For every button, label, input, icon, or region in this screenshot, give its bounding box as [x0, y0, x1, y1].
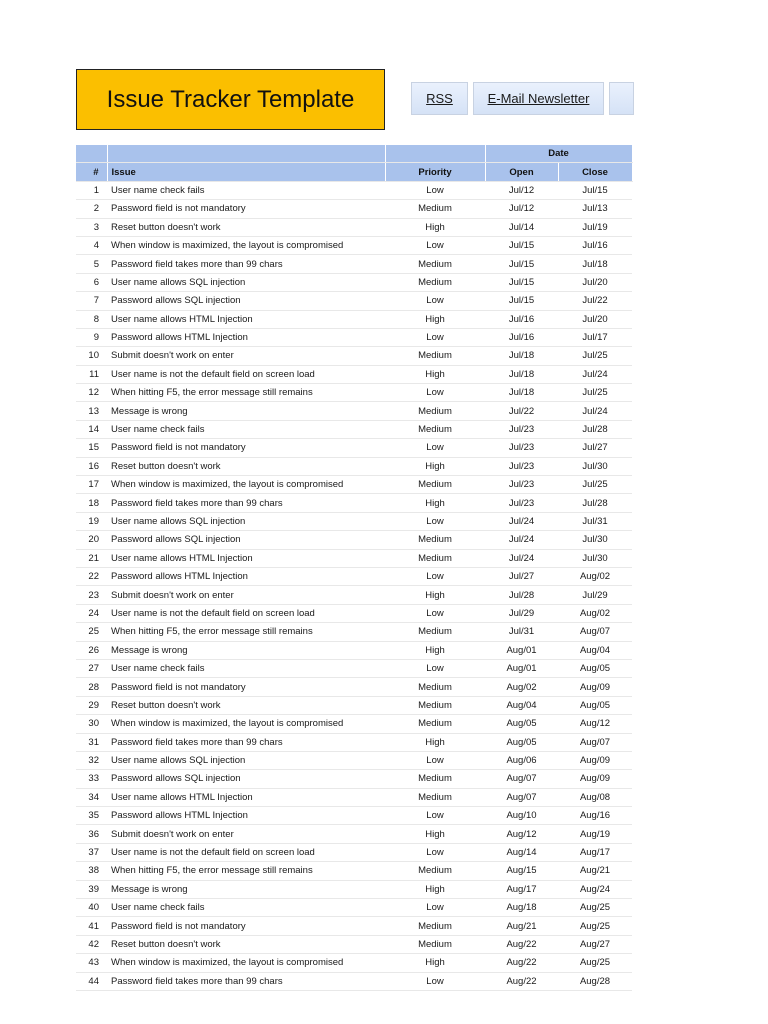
close-date-cell[interactable]: Jul/19 — [558, 218, 632, 236]
table-row[interactable] — [76, 825, 632, 843]
table-row[interactable] — [76, 880, 632, 898]
priority-cell[interactable]: Low — [385, 328, 485, 346]
issue-number-cell[interactable]: 21 — [76, 549, 107, 567]
table-row[interactable] — [76, 347, 632, 365]
column-header-open[interactable]: Open — [485, 163, 558, 181]
issue-number-cell[interactable]: 37 — [76, 843, 107, 861]
table-row[interactable] — [76, 623, 632, 641]
open-date-cell[interactable]: Jul/12 — [485, 200, 558, 218]
issue-number-cell[interactable]: 38 — [76, 862, 107, 880]
table-row[interactable] — [76, 365, 632, 383]
table-row[interactable] — [76, 586, 632, 604]
issue-number-cell[interactable]: 30 — [76, 715, 107, 733]
close-date-cell[interactable]: Jul/17 — [558, 328, 632, 346]
table-row[interactable] — [76, 862, 632, 880]
open-date-cell[interactable]: Aug/21 — [485, 917, 558, 935]
issue-number-cell[interactable]: 13 — [76, 402, 107, 420]
open-date-cell[interactable]: Jul/24 — [485, 512, 558, 530]
table-row[interactable] — [76, 843, 632, 861]
issue-number-cell[interactable]: 20 — [76, 531, 107, 549]
close-date-cell[interactable]: Aug/08 — [558, 788, 632, 806]
issue-number-cell[interactable]: 5 — [76, 255, 107, 273]
open-date-cell[interactable]: Jul/27 — [485, 567, 558, 585]
close-date-cell[interactable]: Aug/17 — [558, 843, 632, 861]
open-date-cell[interactable]: Aug/10 — [485, 807, 558, 825]
issue-number-cell[interactable]: 16 — [76, 457, 107, 475]
priority-cell[interactable]: Medium — [385, 402, 485, 420]
issue-description-cell[interactable]: User name check fails — [107, 899, 385, 917]
issue-number-cell[interactable]: 2 — [76, 200, 107, 218]
issue-number-cell[interactable]: 15 — [76, 439, 107, 457]
open-date-cell[interactable]: Jul/23 — [485, 420, 558, 438]
issue-number-cell[interactable]: 11 — [76, 365, 107, 383]
close-date-cell[interactable]: Jul/30 — [558, 457, 632, 475]
issue-description-cell[interactable]: Password allows SQL injection — [107, 770, 385, 788]
issue-number-cell[interactable]: 41 — [76, 917, 107, 935]
close-date-cell[interactable]: Aug/21 — [558, 862, 632, 880]
issue-number-cell[interactable]: 40 — [76, 899, 107, 917]
close-date-cell[interactable]: Aug/09 — [558, 770, 632, 788]
group-header-empty — [107, 145, 385, 163]
priority-cell[interactable]: Medium — [385, 862, 485, 880]
open-date-cell[interactable]: Jul/15 — [485, 236, 558, 254]
issue-number-cell[interactable]: 19 — [76, 512, 107, 530]
issue-number-cell[interactable]: 3 — [76, 218, 107, 236]
close-date-cell[interactable]: Aug/19 — [558, 825, 632, 843]
close-date-cell[interactable]: Jul/30 — [558, 549, 632, 567]
table-header-row — [76, 163, 632, 181]
issue-description-cell[interactable]: Submit doesn't work on enter — [107, 347, 385, 365]
open-date-cell[interactable]: Aug/15 — [485, 862, 558, 880]
close-date-cell[interactable]: Aug/16 — [558, 807, 632, 825]
close-date-cell[interactable]: Jul/20 — [558, 273, 632, 291]
close-date-cell[interactable]: Aug/28 — [558, 972, 632, 990]
table-row[interactable] — [76, 328, 632, 346]
open-date-cell[interactable]: Jul/15 — [485, 255, 558, 273]
issue-number-cell[interactable]: 17 — [76, 476, 107, 494]
open-date-cell[interactable]: Aug/22 — [485, 935, 558, 953]
close-date-cell[interactable]: Aug/24 — [558, 880, 632, 898]
table-row[interactable] — [76, 567, 632, 585]
issue-number-cell[interactable]: 32 — [76, 751, 107, 769]
issue-description-cell[interactable]: User name is not the default field on screen load — [107, 365, 385, 383]
table-row[interactable] — [76, 715, 632, 733]
open-date-cell[interactable]: Jul/16 — [485, 310, 558, 328]
table-row[interactable] — [76, 384, 632, 402]
issue-description-cell[interactable]: User name allows SQL injection — [107, 751, 385, 769]
priority-cell[interactable]: Medium — [385, 696, 485, 714]
issue-description-cell[interactable]: Password allows SQL injection — [107, 292, 385, 310]
close-date-cell[interactable]: Jul/22 — [558, 292, 632, 310]
issue-description-cell[interactable]: User name allows SQL injection — [107, 273, 385, 291]
issue-description-cell[interactable]: Reset button doesn't work — [107, 218, 385, 236]
close-date-cell[interactable]: Jul/24 — [558, 402, 632, 420]
priority-cell[interactable]: Low — [385, 751, 485, 769]
email-newsletter-link-button[interactable]: E-Mail Newsletter — [473, 82, 604, 115]
issue-description-cell[interactable]: Password field is not mandatory — [107, 917, 385, 935]
close-date-cell[interactable]: Aug/09 — [558, 751, 632, 769]
open-date-cell[interactable]: Jul/29 — [485, 604, 558, 622]
priority-cell[interactable]: High — [385, 494, 485, 512]
table-row[interactable] — [76, 494, 632, 512]
issue-number-cell[interactable]: 10 — [76, 347, 107, 365]
priority-cell[interactable]: High — [385, 586, 485, 604]
table-row[interactable] — [76, 200, 632, 218]
open-date-cell[interactable]: Jul/22 — [485, 402, 558, 420]
priority-cell[interactable]: High — [385, 825, 485, 843]
issue-description-cell[interactable]: Password field takes more than 99 chars — [107, 972, 385, 990]
issue-description-cell[interactable]: Password allows SQL injection — [107, 531, 385, 549]
close-date-cell[interactable]: Aug/05 — [558, 659, 632, 677]
issue-number-cell[interactable]: 24 — [76, 604, 107, 622]
open-date-cell[interactable]: Aug/22 — [485, 972, 558, 990]
table-row[interactable] — [76, 549, 632, 567]
issue-description-cell[interactable]: Password field takes more than 99 chars — [107, 255, 385, 273]
open-date-cell[interactable]: Jul/23 — [485, 494, 558, 512]
issue-number-cell[interactable]: 36 — [76, 825, 107, 843]
issue-number-cell[interactable]: 34 — [76, 788, 107, 806]
close-date-cell[interactable]: Jul/25 — [558, 476, 632, 494]
close-date-cell[interactable]: Jul/15 — [558, 181, 632, 199]
priority-cell[interactable]: Medium — [385, 678, 485, 696]
open-date-cell[interactable]: Aug/12 — [485, 825, 558, 843]
table-row[interactable] — [76, 733, 632, 751]
issue-description-cell[interactable]: Password field is not mandatory — [107, 439, 385, 457]
open-date-cell[interactable]: Jul/12 — [485, 181, 558, 199]
priority-cell[interactable]: Medium — [385, 420, 485, 438]
group-header-empty — [385, 145, 485, 163]
issue-description-cell[interactable]: Password field takes more than 99 chars — [107, 733, 385, 751]
priority-cell[interactable]: Low — [385, 807, 485, 825]
open-date-cell[interactable]: Aug/06 — [485, 751, 558, 769]
table-row[interactable] — [76, 604, 632, 622]
issue-number-cell[interactable]: 1 — [76, 181, 107, 199]
issue-number-cell[interactable]: 44 — [76, 972, 107, 990]
table-row[interactable] — [76, 751, 632, 769]
issue-number-cell[interactable]: 7 — [76, 292, 107, 310]
priority-cell[interactable]: Low — [385, 384, 485, 402]
open-date-cell[interactable]: Aug/18 — [485, 899, 558, 917]
table-row[interactable] — [76, 899, 632, 917]
open-date-cell[interactable]: Jul/28 — [485, 586, 558, 604]
priority-cell[interactable]: Low — [385, 843, 485, 861]
page-title: Issue Tracker Template — [76, 69, 385, 130]
table-row[interactable] — [76, 512, 632, 530]
issue-description-cell[interactable]: User name is not the default field on screen load — [107, 843, 385, 861]
table-group-header-row — [76, 145, 632, 163]
column-header-priority[interactable]: Priority — [385, 163, 485, 181]
open-date-cell[interactable]: Jul/24 — [485, 549, 558, 567]
open-date-cell[interactable]: Jul/15 — [485, 273, 558, 291]
priority-cell[interactable]: Low — [385, 899, 485, 917]
priority-cell[interactable]: High — [385, 880, 485, 898]
open-date-cell[interactable]: Aug/05 — [485, 733, 558, 751]
close-date-cell[interactable]: Jul/28 — [558, 420, 632, 438]
close-date-cell[interactable]: Jul/27 — [558, 439, 632, 457]
issue-description-cell[interactable]: Password allows HTML Injection — [107, 328, 385, 346]
issue-description-cell[interactable]: When window is maximized, the layout is compromised — [107, 954, 385, 972]
open-date-cell[interactable]: Jul/31 — [485, 623, 558, 641]
table-row[interactable] — [76, 420, 632, 438]
priority-cell[interactable]: Low — [385, 972, 485, 990]
issue-description-cell[interactable]: Message is wrong — [107, 402, 385, 420]
issue-description-cell[interactable]: User name is not the default field on screen load — [107, 604, 385, 622]
issue-table-body — [76, 181, 632, 990]
priority-cell[interactable]: Low — [385, 604, 485, 622]
issue-number-cell[interactable]: 27 — [76, 659, 107, 677]
issue-number-cell[interactable]: 8 — [76, 310, 107, 328]
rss-link-button[interactable]: RSS — [411, 82, 468, 115]
issue-number-cell[interactable]: 33 — [76, 770, 107, 788]
date-group-header: Date — [485, 145, 632, 163]
priority-cell[interactable]: High — [385, 457, 485, 475]
close-date-cell[interactable]: Jul/30 — [558, 531, 632, 549]
issue-description-cell[interactable]: When hitting F5, the error message still remains — [107, 384, 385, 402]
open-date-cell[interactable]: Aug/17 — [485, 880, 558, 898]
close-date-cell[interactable]: Aug/25 — [558, 899, 632, 917]
table-row[interactable] — [76, 273, 632, 291]
issue-description-cell[interactable]: User name allows SQL injection — [107, 512, 385, 530]
priority-cell[interactable]: Medium — [385, 549, 485, 567]
table-row[interactable] — [76, 954, 632, 972]
column-header-issue[interactable]: Issue — [107, 163, 385, 181]
table-row[interactable] — [76, 181, 632, 199]
issue-description-cell[interactable]: Message is wrong — [107, 880, 385, 898]
priority-cell[interactable]: Medium — [385, 917, 485, 935]
open-date-cell[interactable]: Aug/22 — [485, 954, 558, 972]
issue-number-cell[interactable]: 25 — [76, 623, 107, 641]
close-date-cell[interactable]: Aug/27 — [558, 935, 632, 953]
issue-description-cell[interactable]: Password field is not mandatory — [107, 678, 385, 696]
open-date-cell[interactable]: Aug/14 — [485, 843, 558, 861]
issue-description-cell[interactable]: Reset button doesn't work — [107, 457, 385, 475]
issue-number-cell[interactable]: 23 — [76, 586, 107, 604]
open-date-cell[interactable]: Aug/02 — [485, 678, 558, 696]
close-date-cell[interactable]: Jul/13 — [558, 200, 632, 218]
close-date-cell[interactable]: Aug/05 — [558, 696, 632, 714]
priority-cell[interactable]: Low — [385, 567, 485, 585]
close-date-cell[interactable]: Jul/16 — [558, 236, 632, 254]
issue-number-cell[interactable]: 29 — [76, 696, 107, 714]
issue-number-cell[interactable]: 4 — [76, 236, 107, 254]
open-date-cell[interactable]: Jul/16 — [485, 328, 558, 346]
issue-description-cell[interactable]: User name allows HTML Injection — [107, 788, 385, 806]
priority-cell[interactable]: High — [385, 954, 485, 972]
open-date-cell[interactable]: Aug/04 — [485, 696, 558, 714]
close-date-cell[interactable]: Aug/25 — [558, 917, 632, 935]
issue-number-cell[interactable]: 9 — [76, 328, 107, 346]
issue-number-cell[interactable]: 43 — [76, 954, 107, 972]
open-date-cell[interactable]: Jul/23 — [485, 476, 558, 494]
priority-cell[interactable]: Medium — [385, 788, 485, 806]
open-date-cell[interactable]: Jul/18 — [485, 365, 558, 383]
issue-description-cell[interactable]: User name allows HTML Injection — [107, 310, 385, 328]
table-row[interactable] — [76, 659, 632, 677]
priority-cell[interactable]: Medium — [385, 347, 485, 365]
open-date-cell[interactable]: Aug/07 — [485, 788, 558, 806]
priority-cell[interactable]: Medium — [385, 935, 485, 953]
close-date-cell[interactable]: Jul/20 — [558, 310, 632, 328]
issue-description-cell[interactable]: User name check fails — [107, 659, 385, 677]
issue-description-cell[interactable]: When hitting F5, the error message still remains — [107, 623, 385, 641]
close-date-cell[interactable]: Aug/07 — [558, 623, 632, 641]
table-row[interactable] — [76, 218, 632, 236]
table-row[interactable] — [76, 476, 632, 494]
priority-cell[interactable]: Low — [385, 659, 485, 677]
close-date-cell[interactable]: Jul/18 — [558, 255, 632, 273]
close-date-cell[interactable]: Aug/07 — [558, 733, 632, 751]
priority-cell[interactable]: High — [385, 365, 485, 383]
issue-description-cell[interactable]: When window is maximized, the layout is compromised — [107, 715, 385, 733]
issue-description-cell[interactable]: User name check fails — [107, 181, 385, 199]
issue-table — [76, 145, 633, 991]
close-date-cell[interactable]: Aug/09 — [558, 678, 632, 696]
close-date-cell[interactable]: Jul/31 — [558, 512, 632, 530]
open-date-cell[interactable]: Jul/14 — [485, 218, 558, 236]
priority-cell[interactable]: Low — [385, 236, 485, 254]
priority-cell[interactable]: Medium — [385, 623, 485, 641]
priority-cell[interactable]: Low — [385, 292, 485, 310]
priority-cell[interactable]: Medium — [385, 476, 485, 494]
open-date-cell[interactable]: Aug/01 — [485, 659, 558, 677]
table-row[interactable] — [76, 255, 632, 273]
table-row[interactable] — [76, 439, 632, 457]
issue-number-cell[interactable]: 14 — [76, 420, 107, 438]
table-row[interactable] — [76, 292, 632, 310]
issue-description-cell[interactable]: Password allows HTML Injection — [107, 807, 385, 825]
issue-description-cell[interactable]: Password field takes more than 99 chars — [107, 494, 385, 512]
issue-description-cell[interactable]: Reset button doesn't work — [107, 935, 385, 953]
issue-description-cell[interactable]: User name allows HTML Injection — [107, 549, 385, 567]
priority-cell[interactable]: Medium — [385, 200, 485, 218]
table-row[interactable] — [76, 770, 632, 788]
open-date-cell[interactable]: Aug/05 — [485, 715, 558, 733]
priority-cell[interactable]: Medium — [385, 531, 485, 549]
priority-cell[interactable]: Low — [385, 439, 485, 457]
issue-description-cell[interactable]: Message is wrong — [107, 641, 385, 659]
priority-cell[interactable]: Medium — [385, 715, 485, 733]
open-date-cell[interactable]: Jul/18 — [485, 347, 558, 365]
table-row[interactable] — [76, 402, 632, 420]
issue-number-cell[interactable]: 12 — [76, 384, 107, 402]
close-date-cell[interactable]: Jul/25 — [558, 347, 632, 365]
open-date-cell[interactable]: Aug/01 — [485, 641, 558, 659]
table-row[interactable] — [76, 788, 632, 806]
column-header-close[interactable]: Close — [558, 163, 632, 181]
table-row[interactable] — [76, 457, 632, 475]
close-date-cell[interactable]: Aug/12 — [558, 715, 632, 733]
priority-cell[interactable]: Low — [385, 181, 485, 199]
open-date-cell[interactable]: Jul/18 — [485, 384, 558, 402]
issue-number-cell[interactable]: 39 — [76, 880, 107, 898]
table-row[interactable] — [76, 917, 632, 935]
issue-number-cell[interactable]: 6 — [76, 273, 107, 291]
table-row[interactable] — [76, 972, 632, 990]
close-date-cell[interactable]: Aug/25 — [558, 954, 632, 972]
close-date-cell[interactable]: Aug/04 — [558, 641, 632, 659]
close-date-cell[interactable]: Jul/28 — [558, 494, 632, 512]
open-date-cell[interactable]: Jul/23 — [485, 457, 558, 475]
open-date-cell[interactable]: Jul/24 — [485, 531, 558, 549]
column-header-number[interactable]: # — [76, 163, 107, 181]
priority-cell[interactable]: Medium — [385, 255, 485, 273]
issue-number-cell[interactable]: 22 — [76, 567, 107, 585]
priority-cell[interactable]: High — [385, 218, 485, 236]
open-date-cell[interactable]: Aug/07 — [485, 770, 558, 788]
priority-cell[interactable]: High — [385, 733, 485, 751]
issue-number-cell[interactable]: 26 — [76, 641, 107, 659]
table-row[interactable] — [76, 641, 632, 659]
issue-number-cell[interactable]: 42 — [76, 935, 107, 953]
priority-cell[interactable]: Medium — [385, 770, 485, 788]
table-row[interactable] — [76, 807, 632, 825]
issue-description-cell[interactable]: Submit doesn't work on enter — [107, 825, 385, 843]
open-date-cell[interactable]: Jul/23 — [485, 439, 558, 457]
priority-cell[interactable]: High — [385, 310, 485, 328]
open-date-cell[interactable]: Jul/15 — [485, 292, 558, 310]
priority-cell[interactable]: Medium — [385, 273, 485, 291]
issue-description-cell[interactable]: When hitting F5, the error message still remains — [107, 862, 385, 880]
issue-description-cell[interactable]: When window is maximized, the layout is compromised — [107, 236, 385, 254]
table-row[interactable] — [76, 236, 632, 254]
priority-cell[interactable]: High — [385, 641, 485, 659]
group-header-empty — [76, 145, 107, 163]
issue-description-cell[interactable]: Reset button doesn't work — [107, 696, 385, 714]
table-row[interactable] — [76, 678, 632, 696]
issue-number-cell[interactable]: 28 — [76, 678, 107, 696]
close-date-cell[interactable]: Aug/02 — [558, 567, 632, 585]
issue-number-cell[interactable]: 18 — [76, 494, 107, 512]
issue-description-cell[interactable]: When window is maximized, the layout is compromised — [107, 476, 385, 494]
issue-description-cell[interactable]: Password field is not mandatory — [107, 200, 385, 218]
table-row[interactable] — [76, 696, 632, 714]
close-date-cell[interactable]: Jul/25 — [558, 384, 632, 402]
table-row[interactable] — [76, 531, 632, 549]
priority-cell[interactable]: Low — [385, 512, 485, 530]
close-date-cell[interactable]: Jul/29 — [558, 586, 632, 604]
more-links-button[interactable] — [609, 82, 634, 115]
issue-description-cell[interactable]: Submit doesn't work on enter — [107, 586, 385, 604]
close-date-cell[interactable]: Aug/02 — [558, 604, 632, 622]
issue-number-cell[interactable]: 35 — [76, 807, 107, 825]
issue-description-cell[interactable]: User name check fails — [107, 420, 385, 438]
close-date-cell[interactable]: Jul/24 — [558, 365, 632, 383]
table-row[interactable] — [76, 310, 632, 328]
table-row[interactable] — [76, 935, 632, 953]
issue-number-cell[interactable]: 31 — [76, 733, 107, 751]
issue-description-cell[interactable]: Password allows HTML Injection — [107, 567, 385, 585]
